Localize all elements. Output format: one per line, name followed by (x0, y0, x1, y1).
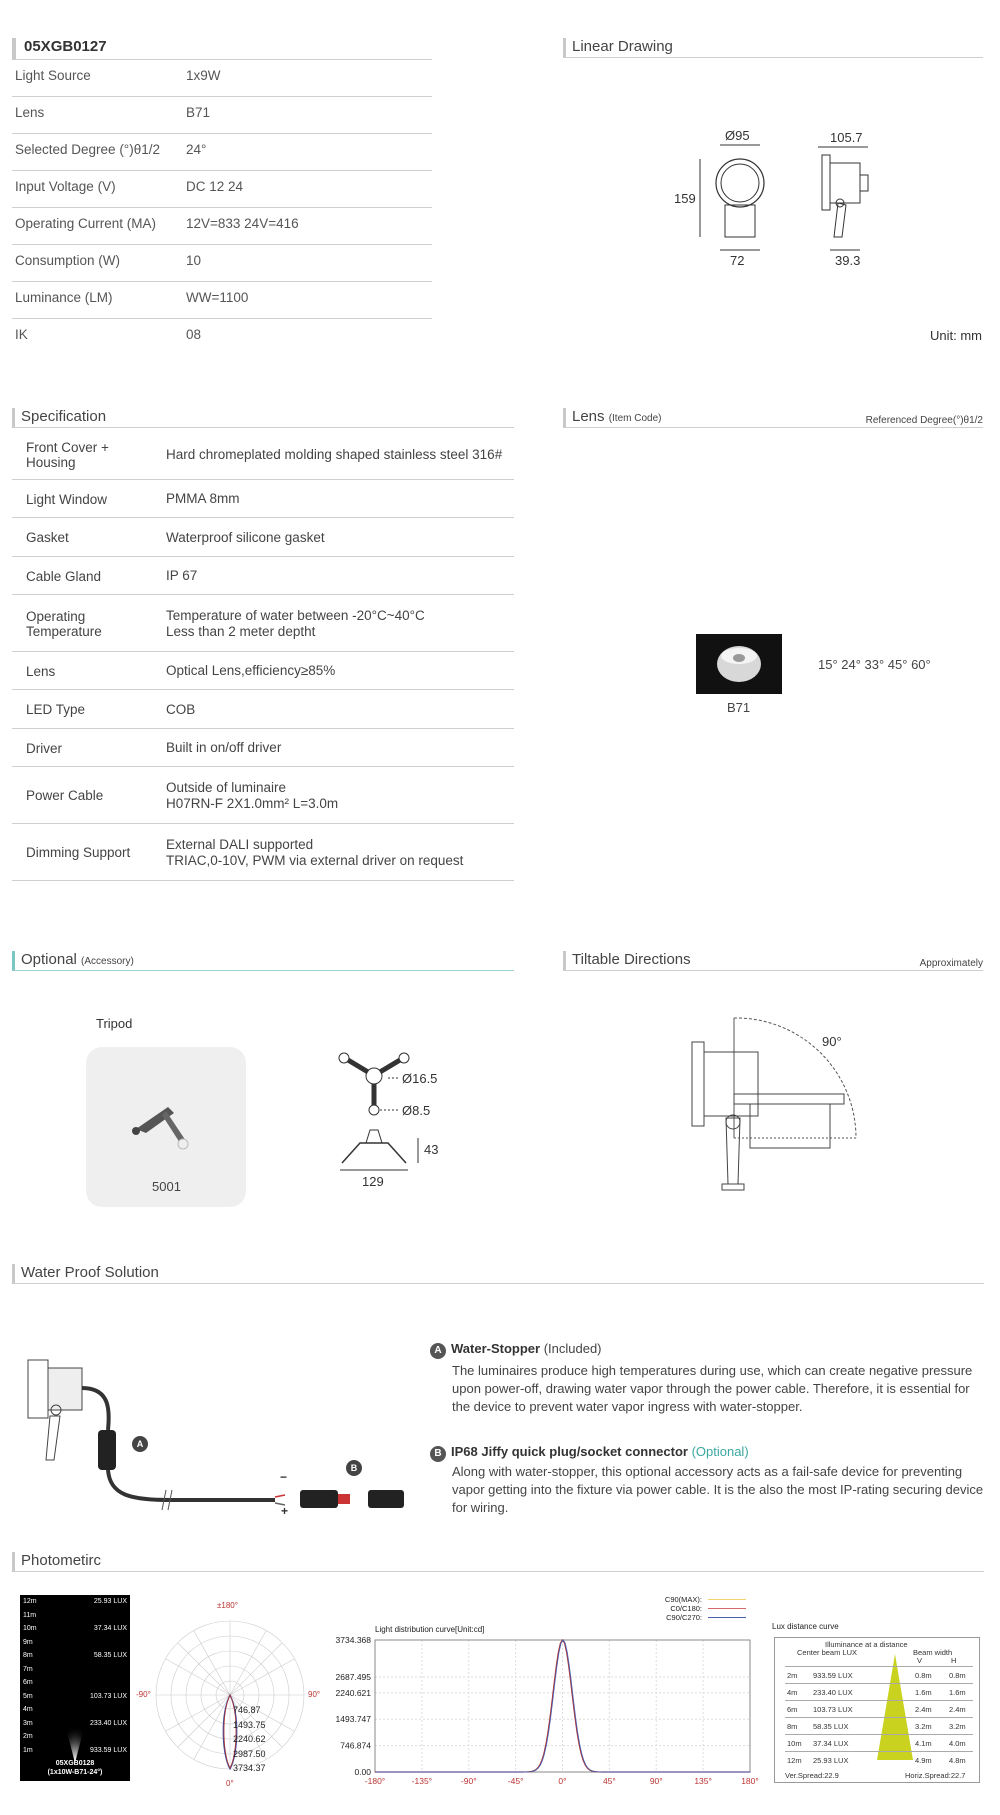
cone-distance: 9m (23, 1638, 33, 1646)
tripod-dim-bottom: Ø8.5 (402, 1103, 431, 1118)
polar-grid (140, 1605, 320, 1785)
x-tick-label: 180° (741, 1776, 759, 1786)
spec-row (12, 557, 514, 595)
lux-head-3: Beam width (913, 1648, 953, 1657)
spec-label: Cable Gland (26, 568, 102, 584)
polar-ring-value: 2987.50 (233, 1748, 266, 1759)
lux-cell-h: 2.4m (949, 1705, 966, 1714)
lux-cell-l: 233.40 LUX (813, 1688, 853, 1697)
light-distribution-chart (330, 1590, 760, 1790)
lux-row (785, 1751, 973, 1768)
param-value: 12V=833 24V=416 (186, 216, 299, 231)
spec-label: Light Window (26, 491, 108, 507)
cable-drawing (20, 1350, 420, 1520)
lux-cell-v: 3.2m (915, 1722, 932, 1731)
lux-cell-d: 6m (787, 1705, 798, 1714)
photometric-title: Photometirc (21, 1552, 102, 1569)
model-number: 05XGB0127 (24, 38, 107, 55)
plus-label: + (281, 1504, 289, 1518)
lux-cell-h: 1.6m (949, 1688, 966, 1697)
waterproof-drawing (20, 1350, 420, 1520)
polar-right: 90° (308, 1690, 321, 1699)
tripod-dimension-drawing (330, 1050, 460, 1200)
tilt-drawing (680, 1010, 880, 1210)
dim-height: 159 (674, 191, 696, 206)
spec-row (12, 767, 514, 824)
cone-distance: 8m (23, 1652, 33, 1659)
spec-row (12, 652, 514, 690)
lux-row (785, 1683, 973, 1700)
lux-cell-l: 103.73 LUX (813, 1705, 853, 1714)
lux-row (785, 1717, 973, 1734)
polar-left: -90° (136, 1690, 151, 1699)
legend-label: C90(MAX): (664, 1595, 702, 1604)
param-value: 10 (186, 253, 202, 268)
x-tick-label: -90° (460, 1776, 477, 1786)
spec-label: Driver (26, 740, 62, 756)
water-stopper-block (430, 1340, 990, 1416)
lens-image (696, 634, 782, 694)
water-stopper-text: The luminaires produce high temperatures during use, which can create negative pressure upon power-off, drawing water vapor through the power cable. Therefore, it is essential for the device to prevent water vapor ingress with water-stopper. (452, 1363, 973, 1414)
spec-label: LED Type (26, 702, 86, 717)
spec-label: Power Cable (26, 788, 104, 803)
param-label: Light Source (15, 68, 91, 83)
legend-label: C0/C180: (670, 1604, 702, 1613)
y-tick-label: 1493.747 (335, 1714, 371, 1725)
optional-subtitle: (Accessory) (81, 956, 134, 967)
lux-head-h: H (951, 1656, 957, 1665)
cone-chart (20, 1595, 130, 1781)
cone-distance: 10m (23, 1625, 37, 1632)
cone-distance: 5m (23, 1692, 33, 1700)
specification-header (12, 408, 514, 428)
dim-depth: 105.7 (830, 130, 863, 145)
param-value: B71 (186, 105, 211, 120)
param-row (12, 171, 432, 208)
cone-distance: 7m (23, 1665, 33, 1673)
water-stopper-title: Water-Stopper (451, 1341, 541, 1356)
spec-value: PMMA 8mm (166, 491, 240, 506)
spec-value: Built in on/off driver (166, 740, 282, 755)
x-tick-label: 90° (649, 1776, 663, 1786)
y-tick-label: 746.874 (340, 1740, 371, 1751)
polar-ring-value: 1493.75 (233, 1719, 266, 1730)
dim-diameter: Ø95 (725, 128, 750, 143)
tripod-dim-top: Ø16.5 (402, 1071, 438, 1086)
lux-cell-v: 4.1m (915, 1739, 932, 1748)
polar-ring-value: 746.87 (233, 1705, 261, 1715)
param-label: Consumption (W) (15, 253, 121, 268)
curve-plot (330, 1590, 760, 1790)
lens-degree-caption: Referenced Degree(°)θ1/2 (865, 415, 983, 426)
cone-lux: 25.93 LUX (93, 1598, 127, 1605)
lux-cell-l: 933.59 LUX (813, 1671, 853, 1680)
param-row (12, 245, 432, 282)
polar-ring-value: 3734.37 (233, 1763, 266, 1773)
ver-spread: Ver.Spread:22.9 (785, 1771, 839, 1780)
optional-header (12, 951, 514, 971)
polar-top: ±180° (217, 1601, 238, 1610)
spec-row (12, 595, 514, 652)
cone-lux: 58.35 LUX (93, 1652, 127, 1659)
lux-head-v: V (917, 1656, 923, 1665)
tiltable-header (563, 951, 983, 971)
lux-cell-d: 4m (787, 1688, 798, 1697)
cone-distance: 1m (23, 1746, 33, 1754)
spec-value: Outside of luminaire H07RN-F 2X1.0mm² L=3.0m (166, 779, 339, 811)
x-tick-label: -180° (364, 1776, 386, 1786)
lux-head-1: Illuminance at a distance (825, 1640, 908, 1649)
polar-bottom: 0° (226, 1779, 234, 1788)
lux-row (785, 1734, 973, 1751)
spec-value: Temperature of water between -20°C~40°C Less than 2 meter deptht (166, 607, 425, 639)
connector-text: Along with water-stopper, this optional accessory acts as a fail-safe device for preventing vapor getting into the fixture via power cable. It is the also the most IP-rating securing device for wiring. (452, 1464, 984, 1515)
lux-cell-l: 25.93 LUX (813, 1756, 849, 1765)
tripod-dim-height: 43 (424, 1142, 439, 1157)
x-tick-label: -135° (411, 1776, 433, 1786)
hor-spread: Horiz.Spread:22.7 (905, 1771, 966, 1780)
waterproof-header (12, 1264, 984, 1284)
series-c90-c270 (376, 1640, 751, 1772)
lux-row (785, 1700, 973, 1717)
param-row (12, 282, 432, 319)
tripod-code: 5001 (152, 1179, 181, 1194)
x-tick-label: 45° (602, 1776, 616, 1786)
param-label: Input Voltage (V) (15, 179, 116, 194)
spec-label: Front Cover + Housing (26, 440, 109, 470)
curve-title: Light distribution curve[Unit:cd] (375, 1625, 485, 1634)
param-value: DC 12 24 (186, 179, 244, 194)
lux-cell-v: 4.9m (915, 1756, 932, 1765)
spec-value: COB (166, 701, 196, 717)
lux-head-2: Center beam LUX (797, 1648, 858, 1657)
spec-label: Gasket (26, 530, 69, 545)
lux-cell-h: 3.2m (949, 1722, 966, 1731)
cone-caption-2: (1x10W-B71-24°) (47, 1769, 103, 1776)
spec-label: Lens (26, 663, 56, 679)
optional-title: Optional (21, 951, 77, 968)
param-label: Lens (15, 105, 45, 120)
spec-label: Operating Temperature (26, 608, 102, 639)
cone-distance: 11m (23, 1611, 37, 1619)
x-tick-label: 135° (694, 1776, 712, 1786)
cone-lux: 103.73 LUX (90, 1692, 127, 1700)
spec-row (12, 824, 514, 881)
spec-value: IP 67 (166, 568, 198, 583)
specification-title: Specification (21, 408, 107, 425)
lux-cell-d: 12m (787, 1756, 802, 1765)
param-row (12, 208, 432, 245)
polar-ring-value: 2240.62 (233, 1734, 266, 1744)
y-tick-label: 2687.495 (335, 1671, 371, 1682)
tripod-card (86, 1047, 246, 1207)
lux-row (785, 1666, 973, 1683)
lux-cell-h: 0.8m (949, 1671, 966, 1680)
param-label: Operating Current (MA) (15, 216, 157, 231)
tripod-dim-width: 129 (362, 1174, 384, 1189)
svg-text:B: B (350, 1463, 358, 1473)
lux-cell-d: 2m (787, 1671, 798, 1680)
photometric-header (12, 1552, 984, 1572)
lens-header (563, 408, 983, 428)
spec-value: Optical Lens,efficiency≥85% (166, 663, 336, 678)
cone-lux: 933.59 LUX (90, 1746, 127, 1754)
param-row (12, 60, 432, 97)
dim-bracket-width: 72 (730, 253, 745, 268)
x-tick-label: -45° (507, 1776, 524, 1786)
lux-distance-table (774, 1637, 980, 1783)
param-label: Luminance (LM) (15, 290, 113, 305)
lens-degrees: 15° 24° 33° 45° 60° (818, 657, 931, 672)
lux-cell-v: 1.6m (915, 1688, 932, 1697)
linear-drawing-header (563, 38, 983, 58)
y-tick-label: 2240.621 (335, 1687, 371, 1698)
tilt-angle: 90° (822, 1034, 842, 1049)
param-value: 1x9W (186, 68, 221, 83)
linear-drawing-title: Linear Drawing (572, 38, 673, 55)
lux-cell-d: 10m (787, 1739, 802, 1748)
param-row (12, 134, 432, 171)
linear-drawing (670, 125, 890, 275)
cone-lux: 37.34 LUX (93, 1625, 127, 1632)
svg-text:A: A (136, 1439, 144, 1449)
tilt-direction-drawing (680, 1010, 880, 1210)
badge-b: B (430, 1446, 446, 1462)
param-label: IK (15, 327, 28, 342)
cone-distance: 4m (23, 1706, 33, 1713)
spec-row (12, 729, 514, 767)
legend-label: C90/C270: (666, 1613, 702, 1622)
param-row (12, 319, 432, 356)
param-label: Selected Degree (°)θ1/2 (15, 142, 160, 157)
lux-cell-l: 37.34 LUX (813, 1739, 849, 1748)
x-tick-label: 0° (558, 1776, 567, 1786)
param-row (12, 97, 432, 134)
lux-title: Lux distance curve (772, 1622, 839, 1631)
spec-row (12, 518, 514, 557)
cone-beam (20, 1595, 130, 1781)
connector-title: IP68 Jiffy quick plug/socket connector (451, 1444, 688, 1459)
lux-cell-v: 0.8m (915, 1671, 932, 1680)
lux-cell-v: 2.4m (915, 1705, 932, 1714)
spec-label: Dimming Support (26, 845, 131, 860)
unit-label: Unit: mm (930, 328, 982, 343)
lux-cell-h: 4.0m (949, 1739, 966, 1748)
lux-cell-d: 8m (787, 1722, 798, 1731)
lens-title: Lens (572, 408, 605, 425)
cone-caption-1: 05XGB0128 (55, 1760, 95, 1767)
connector-block (430, 1443, 990, 1517)
lens-b71-icon (696, 634, 782, 694)
lux-cell-h: 4.8m (949, 1756, 966, 1765)
param-value: WW=1100 (186, 290, 249, 305)
cone-distance: 12m (23, 1598, 37, 1605)
y-tick-label: 3734.368 (335, 1635, 371, 1645)
dim-bracket-depth: 39.3 (835, 253, 861, 268)
lens-code: B71 (727, 700, 751, 715)
param-value: 24° (186, 142, 207, 157)
tiltable-caption: Approximately (919, 958, 983, 969)
spec-row (12, 690, 514, 729)
spec-value: Hard chromeplated molding shaped stainless steel 316# (166, 447, 503, 462)
tiltable-title: Tiltable Directions (572, 951, 691, 968)
model-header (12, 38, 432, 60)
tripod-label: Tripod (96, 1016, 133, 1031)
waterproof-title: Water Proof Solution (21, 1264, 159, 1281)
lens-subtitle: (Item Code) (608, 413, 662, 424)
badge-a: A (430, 1343, 446, 1359)
minus-label: − (280, 1470, 288, 1484)
cone-lux: 233.40 LUX (90, 1719, 127, 1727)
y-tick-label: 0.00 (354, 1767, 371, 1777)
lux-cell-l: 58.35 LUX (813, 1722, 849, 1731)
spec-value: External DALI supported TRIAC,0-10V, PWM via external driver on request (166, 836, 464, 868)
polar-chart (136, 1601, 321, 1788)
spec-value: Waterproof silicone gasket (166, 529, 325, 545)
connector-tag: (Optional) (687, 1444, 749, 1459)
spec-row (12, 480, 514, 518)
cone-distance: 6m (23, 1679, 33, 1686)
cone-distance: 2m (23, 1733, 33, 1740)
tripod-drawing (330, 1050, 460, 1200)
cone-distance: 3m (23, 1719, 33, 1727)
param-value: 08 (186, 327, 202, 342)
spec-row (12, 430, 514, 480)
water-stopper-tag: (Included) (540, 1341, 602, 1356)
